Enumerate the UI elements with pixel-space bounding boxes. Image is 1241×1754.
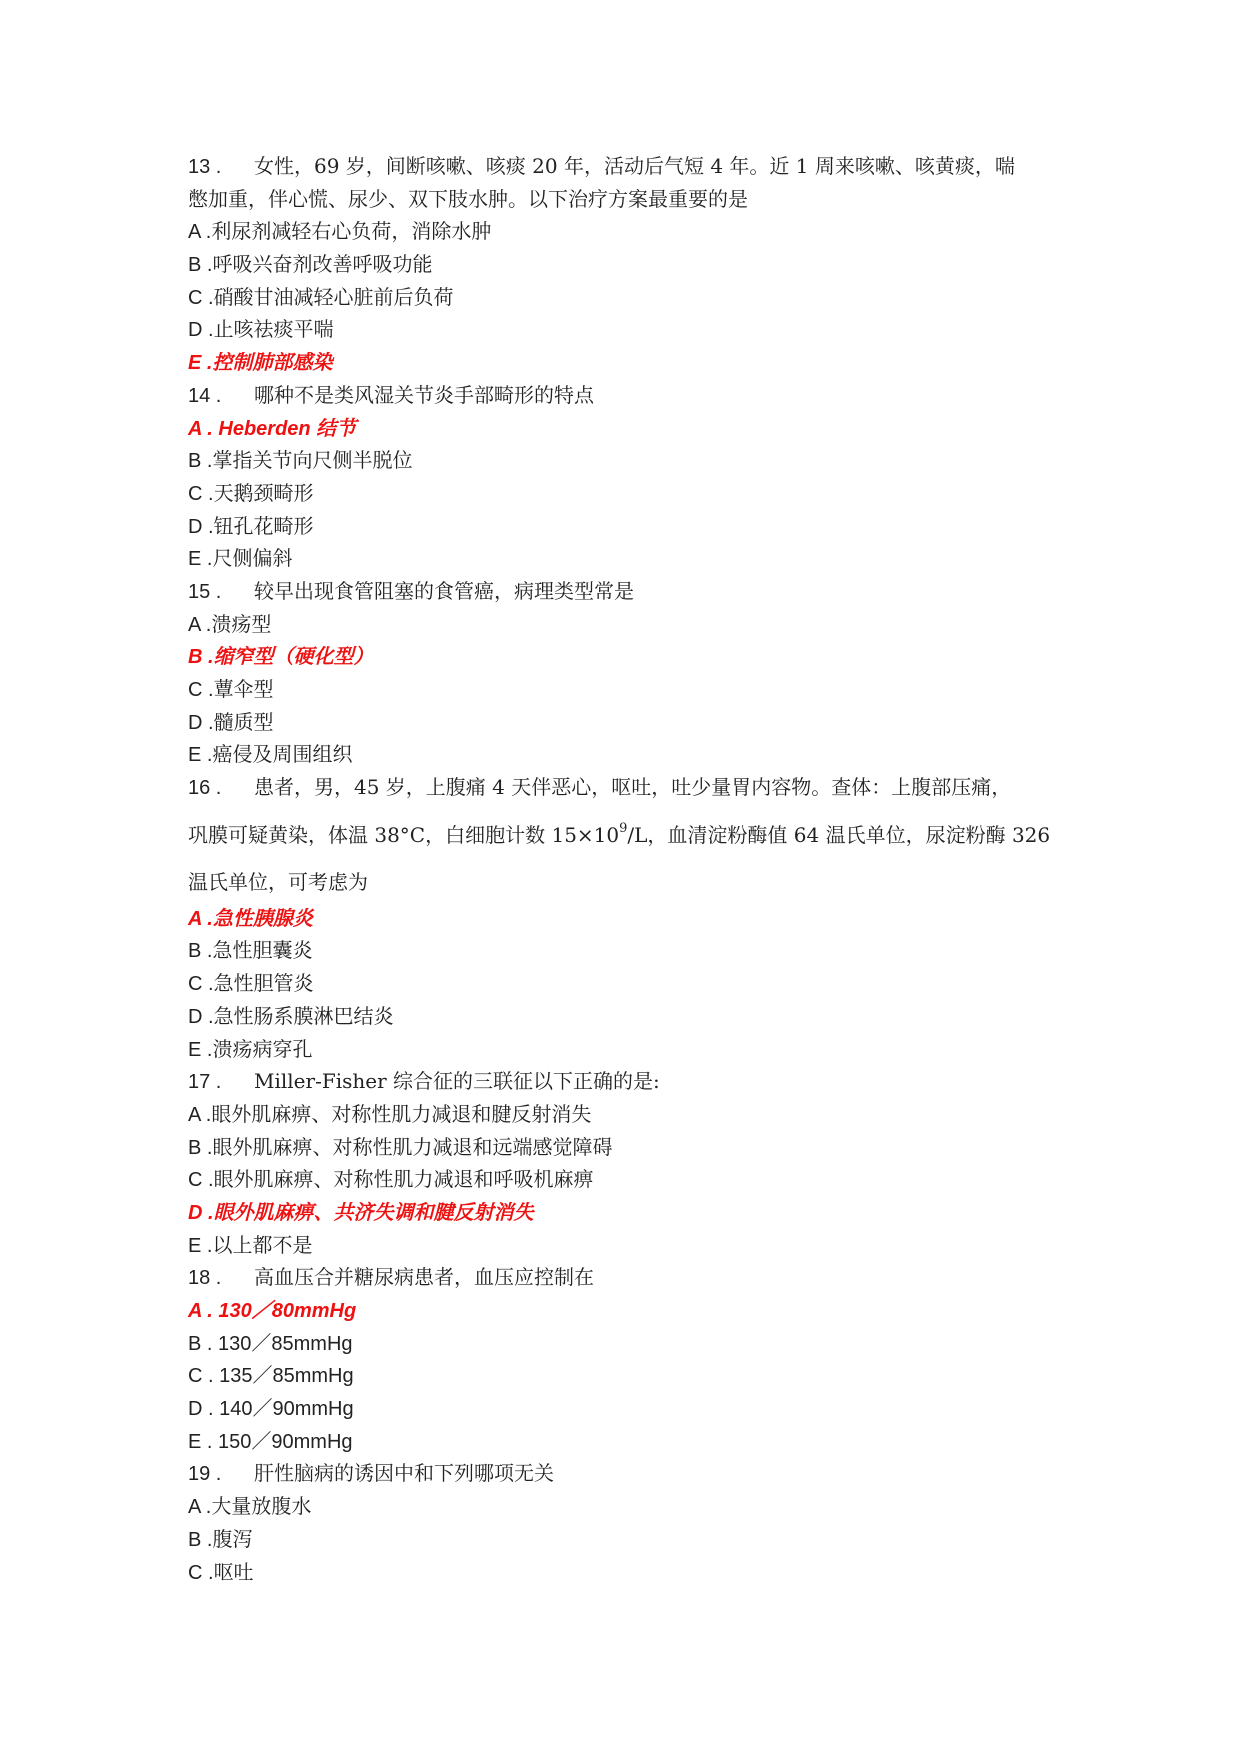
option-c: C .硝酸甘油减轻心脏前后负荷 <box>188 284 454 309</box>
option-e-correct-answer: E .控制肺部感染 <box>188 350 333 375</box>
option-b: B .掌指关节向尺侧半脱位 <box>188 448 413 473</box>
option-b: B .眼外肌麻痹、对称性肌力减退和远端感觉障碍 <box>188 1134 613 1159</box>
option-a-correct-answer: A . 130／80mmHg <box>188 1300 357 1322</box>
question-stem-continued: 温氏单位，可考虑为 <box>188 869 368 894</box>
question-stem: 17 . Miller-Fisher 综合征的三联征以下正确的是: <box>188 1065 1071 1098</box>
option-d-correct-answer: D .眼外肌麻痹、共济失调和腱反射消失 <box>188 1199 534 1224</box>
option-a: A .眼外肌麻痹、对称性肌力减退和腱反射消失 <box>188 1101 592 1126</box>
question-stem-continued: 巩膜可疑黄染，体温 38°C，白细胞计数 $15\times 10^9/L$，血清淀粉酶值 64 温氏单位，尿淀粉酶 326 <box>188 821 1051 847</box>
option-a: A .利尿剂减轻右心负荷，消除水肿 <box>188 219 492 244</box>
option-d: D . 140／90mmHg <box>188 1398 354 1421</box>
question-stem-continued: 憋加重，伴心慌、尿少、双下肢水肿。以下治疗方案最重要的是 <box>188 186 748 211</box>
question-number: 18 . <box>188 1267 222 1290</box>
option-c: C .天鹅颈畸形 <box>188 480 314 505</box>
option-e: E .尺侧偏斜 <box>188 546 293 571</box>
option-e: E .以上都不是 <box>188 1232 313 1257</box>
option-b: B . 130／85mmHg <box>188 1332 353 1355</box>
question-stem: 14 . 哪种不是类风湿关节炎手部畸形的特点 <box>188 379 1071 412</box>
option-e: E .溃疡病穿孔 <box>188 1036 313 1061</box>
option-d: D .钮孔花畸形 <box>188 513 314 538</box>
question-18 <box>188 1261 1071 1457</box>
option-b-correct-answer: B .缩窄型（硬化型） <box>188 644 374 669</box>
option-d: D .急性肠系膜淋巴结炎 <box>188 1003 394 1028</box>
question-stem: 18 . 高血压合并糖尿病患者，血压应控制在 <box>188 1261 1071 1294</box>
option-b: B .急性胆囊炎 <box>188 938 313 963</box>
question-number: 14 . <box>188 384 222 407</box>
option-c: C .蕈伞型 <box>188 677 274 701</box>
question-stem: 13 . 女性，69 岁，间断咳嗽、咳痰 20 年，活动后气短 4 年。近 1 周来咳嗽、咳黄痰，喘 <box>188 150 1071 183</box>
option-d: D .止咳祛痰平喘 <box>188 317 334 342</box>
question-15 <box>188 575 1071 771</box>
question-17 <box>188 1065 1071 1261</box>
question-number: 15 . <box>188 580 222 603</box>
option-e: E .癌侵及周围组织 <box>188 742 353 767</box>
option-a-correct-answer: A . Heberden 结节 <box>188 417 357 440</box>
option-a: A .溃疡型 <box>188 611 272 636</box>
option-d: D .髓质型 <box>188 709 274 734</box>
question-stem: 15 . 较早出现食管阻塞的食管癌，病理类型常是 <box>188 575 1071 608</box>
question-19 <box>188 1457 1071 1588</box>
question-number: 16 . <box>188 777 222 800</box>
question-16 <box>188 771 1071 1065</box>
option-e: E . 150／90mmHg <box>188 1430 353 1453</box>
option-b: B .呼吸兴奋剂改善呼吸功能 <box>188 252 433 277</box>
option-c: C .急性胆管炎 <box>188 971 314 996</box>
question-number: 19 . <box>188 1463 222 1486</box>
question-number: 17 . <box>188 1071 222 1094</box>
question-number: 13 . <box>188 156 222 178</box>
option-a: A .大量放腹水 <box>188 1494 312 1519</box>
question-stem: 16 . 患者，男，45 岁，上腹痛 4 天伴恶心，呕吐，吐少量胃内容物。查体：上腹部压痛， <box>188 771 1071 804</box>
exponent: 9 <box>619 821 628 837</box>
option-c: C .眼外肌麻痹、对称性肌力减退和呼吸机麻痹 <box>188 1167 594 1192</box>
question-13 <box>188 150 1071 379</box>
option-c: C .呕吐 <box>188 1559 254 1584</box>
question-14 <box>188 379 1071 575</box>
option-a-correct-answer: A .急性胰腺炎 <box>188 905 313 930</box>
question-stem: 19 . 肝性脑病的诱因中和下列哪项无关 <box>188 1457 1071 1490</box>
option-c: C . 135／85mmHg <box>188 1365 354 1388</box>
option-b: B .腹泻 <box>188 1526 253 1551</box>
